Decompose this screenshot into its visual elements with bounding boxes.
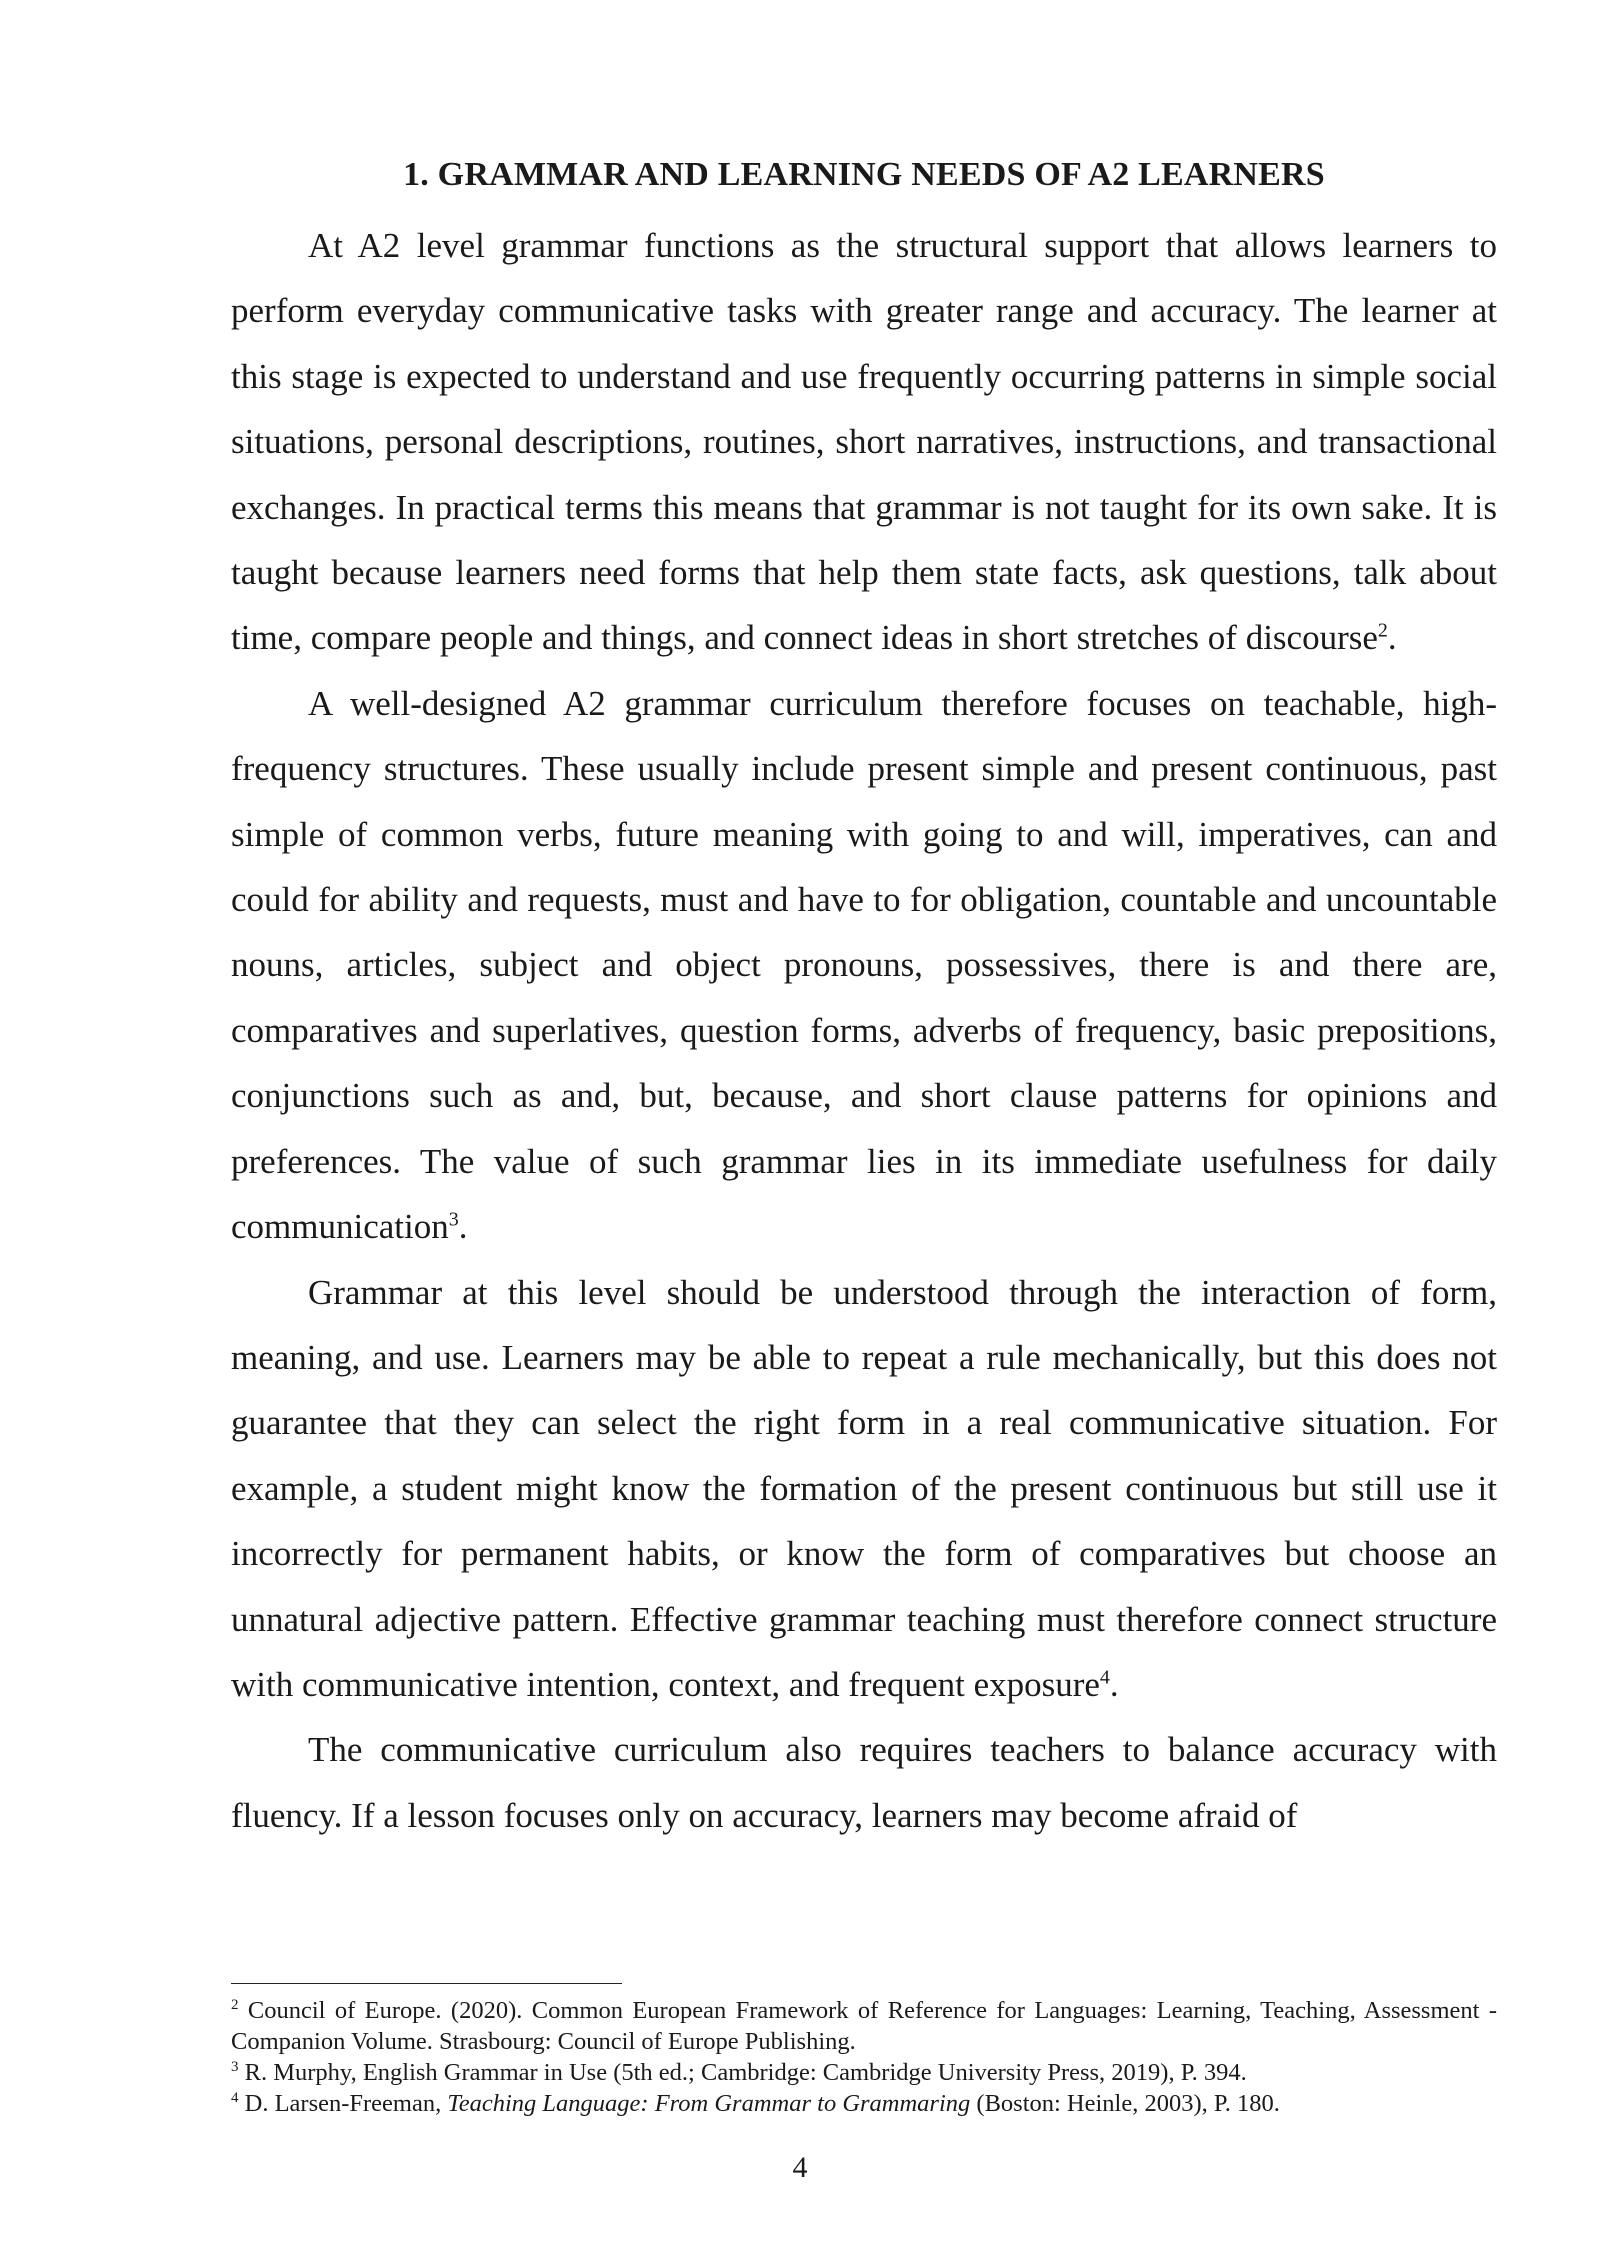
paragraph-end: . <box>1109 1664 1119 1704</box>
paragraph-text: Grammar at this level should be understood through the interaction of form, meaning, and use. Learners may be able to repeat a rule mechanically, but this does not guarantee that they can select the right form in a real communicative situation. For example, a student might know the formation of the present continuous but still use it incorrectly for permanent habits, or know the form of comparatives but choose an unnatural adjective pattern. Effective grammar teaching must therefore connect structure with communicative intention, context, and frequent exposure <box>231 1272 1497 1704</box>
paragraph <box>231 1717 1497 1848</box>
paragraph-end: . <box>458 1207 468 1247</box>
paragraph-text: The communicative curriculum also requires teachers to balance accuracy with fluency. If a lesson focuses only on accuracy, learners may become afraid of <box>231 1730 1497 1835</box>
footnote-title: Teaching Language: From Grammar to Grammaring <box>447 2090 971 2117</box>
footnote-ref: 4 <box>1099 1666 1110 1689</box>
footnote-separator <box>231 1983 622 1984</box>
footnote-text: D. Larsen-Freeman, <box>244 2090 448 2117</box>
paragraph <box>231 1260 1497 1718</box>
page-number: 4 <box>792 2151 808 2184</box>
section-heading: 1. GRAMMAR AND LEARNING NEEDS OF A2 LEARNERS <box>403 156 1325 193</box>
footnote-text-tail: (Boston: Heinle, 2003), P. 180. <box>970 2090 1280 2117</box>
footnote-text: Council of Europe. (2020). Common European Framework of Reference for Languages: Learning, Teaching, Assessment - Companion Volume. Strasbourg: Council of Europe Publishing. <box>231 1997 1497 2055</box>
paragraph <box>231 213 1497 671</box>
footnote-number: 4 <box>231 2089 239 2106</box>
paragraph-text: A well-designed A2 grammar curriculum therefore focuses on teachable, high-frequency structures. These usually include present simple and present continuous, past simple of common verbs, future meaning with going to and will, imperatives, can and could for ability and requests, must and have to for obligation, countable and uncountable nouns, articles, subject and object pronouns, possessives, there is and there are, comparatives and superlatives, question forms, adverbs of frequency, basic prepositions, conjunctions such as and, but, because, and short clause patterns for opinions and preferences. The value of such grammar lies in its immediate usefulness for daily communication <box>231 683 1497 1247</box>
footnote-number: 2 <box>231 1996 239 2013</box>
footnote <box>231 2057 1497 2088</box>
paragraph <box>231 671 1497 1260</box>
footnote-number: 3 <box>231 2058 239 2075</box>
paragraph-text: At A2 level grammar functions as the structural support that allows learners to perform everyday communicative tasks with greater range and accuracy. The learner at this stage is expected to understand and use frequently occurring patterns in simple social situations, personal descriptions, routines, short narratives, instructions, and transactional exchanges. In practical terms this means that grammar is not taught for its own sake. It is taught because learners need forms that help them state facts, ask questions, talk about time, compare people and things, and connect ideas in short stretches of discourse <box>231 226 1497 658</box>
paragraphs <box>231 213 1497 1848</box>
footnote <box>231 2088 1497 2119</box>
footnote-ref: 2 <box>1377 619 1388 642</box>
footnote <box>231 1995 1497 2057</box>
footnote-ref: 3 <box>448 1208 459 1231</box>
footnote-text: R. Murphy, English Grammar in Use (5th ed.; Cambridge: Cambridge University Press, 2019), P. 394. <box>244 2059 1247 2086</box>
paragraph-end: . <box>1387 618 1397 658</box>
footnotes <box>231 1995 1497 2119</box>
